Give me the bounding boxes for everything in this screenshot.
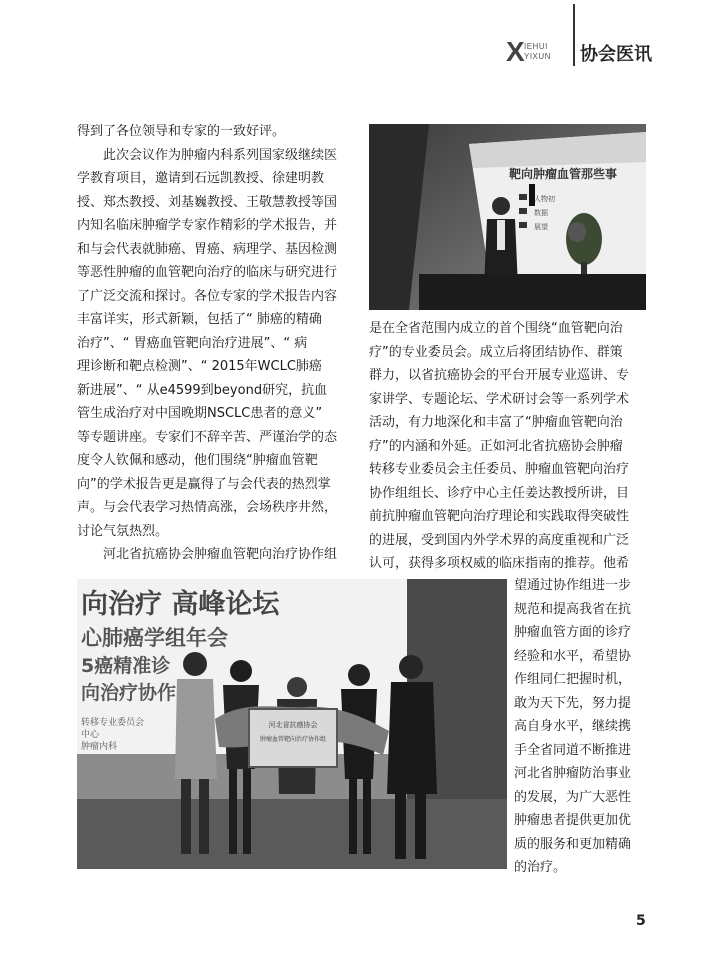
body-line: 作组同仁把握时机， bbox=[514, 672, 632, 687]
logo-line-1: IEHUI bbox=[524, 42, 548, 51]
body-line: 度令人钦佩和感动，他们围绕“肿瘤血管靶 bbox=[77, 453, 318, 468]
ceremony-photo-illustration bbox=[77, 579, 507, 869]
header-divider bbox=[573, 4, 575, 66]
banner-small: 肿瘤内科 bbox=[81, 742, 118, 752]
body-line: 的治疗。 bbox=[514, 860, 567, 875]
body-line: 转移专业委员会主任委员、肿瘤血管靶向治疗 bbox=[369, 462, 630, 477]
body-line: 理诊断和靶点检测”、“ 2015年WCLC肺癌 bbox=[77, 359, 322, 374]
page-number: 5 bbox=[636, 913, 646, 929]
body-line: 高自身水平，继续携 bbox=[514, 719, 632, 734]
body-line: 向”的学术报告更是赢得了与会代表的热烈掌 bbox=[77, 477, 331, 492]
body-line: 等恶性肿瘤的血管靶向治疗的临床与研究进行 bbox=[77, 265, 338, 280]
body-line: 活动，有力地深化和丰富了“肿瘤血管靶向治 bbox=[369, 415, 623, 430]
body-line: 了广泛交流和探讨。各位专家的学术报告内容 bbox=[77, 289, 338, 304]
body-line: 手全省同道不断推进 bbox=[514, 743, 632, 758]
banner-small: 中心 bbox=[81, 730, 100, 740]
body-line: 等专题讲座。专家们不辞辛苦、严谨治学的态 bbox=[77, 430, 338, 445]
body-line: 管生成治疗对中国晚期NSCLC患者的意义” bbox=[77, 406, 323, 421]
body-line: 授、郑杰教授、刘基巍教授、王敬慧教授等国 bbox=[77, 195, 338, 210]
slide-title: 靶向肿瘤血管那些事 bbox=[509, 167, 618, 181]
slide-item: 展望 bbox=[534, 223, 548, 231]
body-line: 河北省肿瘤防治事业 bbox=[514, 766, 632, 781]
body-line: 治疗”、“ 胃癌血管靶向治疗进展”、“ 病 bbox=[77, 336, 308, 351]
banner-small: 转移专业委员会 bbox=[81, 718, 145, 728]
body-line: 内知名临床肿瘤学专家作精彩的学术报告，并 bbox=[77, 218, 338, 233]
body-line: 和与会代表就肺癌、胃癌、病理学、基因检测 bbox=[77, 242, 338, 257]
banner-line: 向治疗 高峰论坛 bbox=[81, 589, 280, 620]
body-line: 得到了各位领导和专家的一致好评。 bbox=[77, 124, 286, 139]
logo-letter: X bbox=[506, 36, 525, 67]
body-line: 疗”的专业委员会。成立后将团结协作、群策 bbox=[369, 345, 623, 360]
lecture-photo bbox=[369, 124, 646, 310]
body-line: 前抗肿瘤血管靶向治疗理论和实践取得突破性 bbox=[369, 509, 630, 524]
body-line: 此次会议作为肿瘤内科系列国家级继续医 bbox=[103, 148, 338, 163]
body-line: 规范和提高我省在抗 bbox=[514, 602, 632, 617]
banner-line: 5癌精准诊 bbox=[81, 655, 171, 677]
slide-item: 人物初 bbox=[534, 195, 555, 203]
banner-line: 向治疗协作 bbox=[81, 682, 177, 704]
slide-item: 数据 bbox=[534, 209, 548, 217]
body-line: 讨论气氛热烈。 bbox=[77, 524, 169, 539]
body-line: 群力，以省抗癌协会的平台开展专业巡讲、专 bbox=[369, 368, 630, 383]
body-line: 肿瘤患者提供更加优 bbox=[514, 813, 632, 828]
body-line: 丰富详实，形式新颖，包括了“ 肺癌的精确 bbox=[77, 312, 322, 327]
body-line: 是在全省范围内成立的首个围绕“血管靶向治 bbox=[369, 321, 623, 336]
body-line: 敢为天下先，努力提 bbox=[514, 696, 632, 711]
banner-line: 心肺癌学组年会 bbox=[81, 626, 228, 650]
body-line: 新进展”、“ 从e4599到beyond研究，抗血 bbox=[77, 383, 328, 398]
body-line: 的发展，为广大恶性 bbox=[514, 790, 632, 805]
body-line: 肿瘤血管方面的诊疗 bbox=[514, 625, 632, 640]
body-line: 河北省抗癌协会肿瘤血管靶向治疗协作组 bbox=[103, 547, 338, 562]
ceremony-photo bbox=[77, 579, 507, 869]
body-line: 经验和水平，希望协 bbox=[514, 649, 632, 664]
plaque-line: 河北省抗癌协会 bbox=[268, 721, 318, 729]
body-line: 声。与会代表学习热情高涨，会场秩序井然， bbox=[77, 500, 338, 515]
body-line: 学教育项目，邀请到石远凯教授、徐建明教 bbox=[77, 171, 325, 186]
plaque-line: 肿瘤血管靶向治疗协作组 bbox=[259, 736, 327, 743]
body-line: 质的服务和更加精确 bbox=[514, 837, 632, 852]
body-line: 家讲学、专题论坛、学术研讨会等一系列学术 bbox=[369, 392, 630, 407]
body-line: 疗”的内涵和外延。正如河北省抗癌协会肿瘤 bbox=[369, 439, 623, 454]
body-line: 望通过协作组进一步 bbox=[514, 578, 632, 593]
body-line: 认可，获得多项权威的临床指南的推荐。他希 bbox=[369, 556, 630, 571]
lecture-photo-illustration bbox=[369, 124, 646, 310]
logo-line-2: YIXUN bbox=[524, 52, 551, 61]
body-line: 协作组组长、诊疗中心主任姜达教授所讲，目 bbox=[369, 486, 630, 501]
magazine-logo bbox=[506, 38, 566, 66]
section-title: 协会医讯 bbox=[580, 44, 652, 65]
body-line: 的进展，受到国内外学术界的高度重视和广泛 bbox=[369, 533, 630, 548]
